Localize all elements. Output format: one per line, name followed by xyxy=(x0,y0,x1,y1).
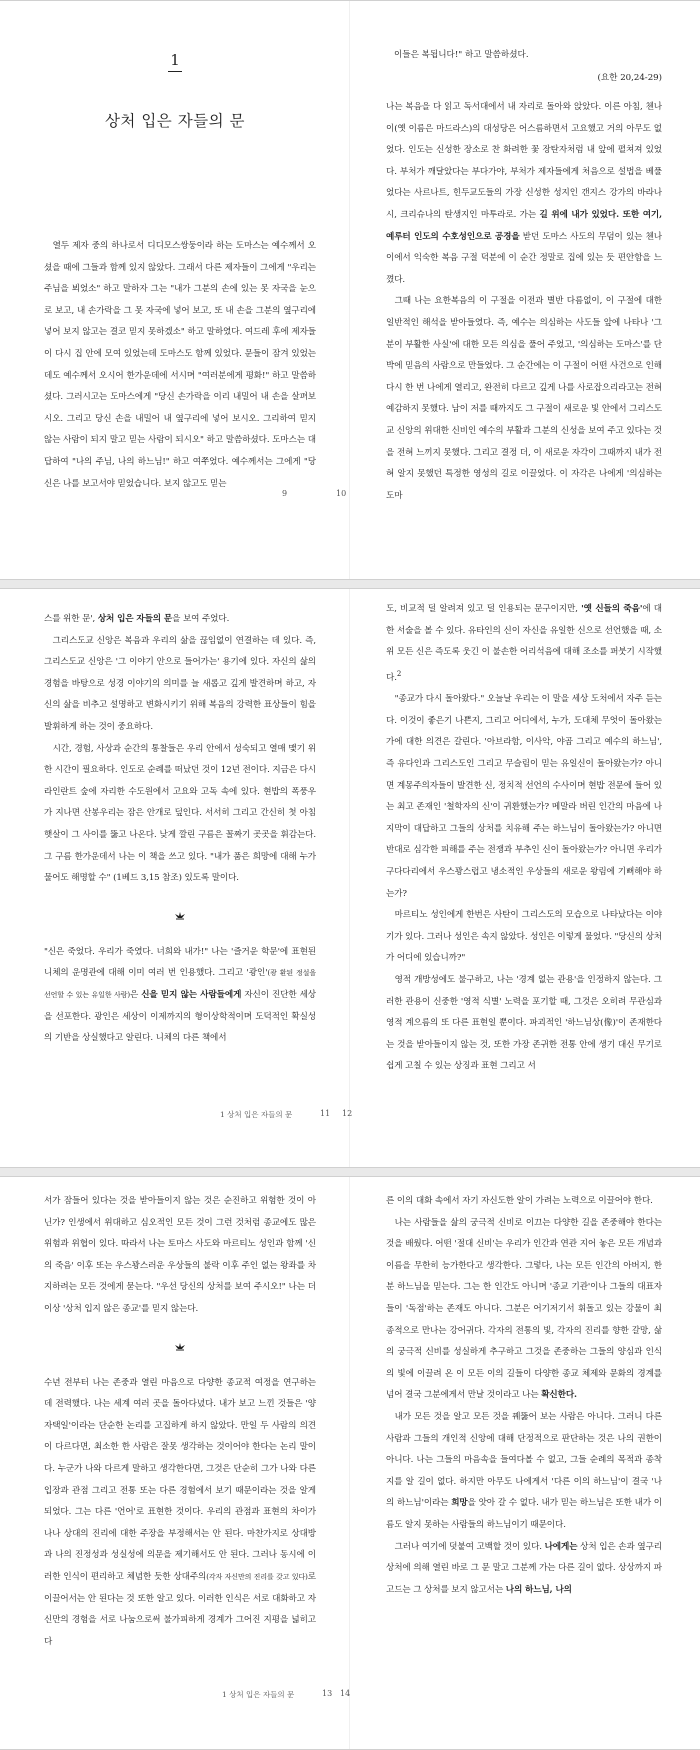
page-number: 12 xyxy=(342,1109,353,1118)
paragraph: "종교가 다시 돌아왔다." 오늘날 우리는 이 말을 세상 도처에서 자주 듣는다. 이것이 좋은기 나쁜지, 그리고 어디에서, 누가, 도대체 무엇이 돌아왔는가에 대한 의견은 갈린다. '아브라함, 이사악, 야곱 그리고 예수의 하느님', 즉 유다인과 그리스도인 그리고 무슬림이 믿는 유일신이 돌아왔는가? 아니면 계몽주의자들이 발견한 신, 정치적 선언의 수사이며 현밥 전문에 들어 있는 최고 존재인 '철학자의 신'이 귀환했는가? 메말라 버린 인간의 마음에 나지막이 대답하고 그들의 상처를 치유해 주는 하느님이 돌아왔는가? 아니면 반대로 심각한 피해를 주는 전쟁과 부추인 신이 돌아왔는가? 아니면 우리가 구다다리에서 우스꽝스럽고 냉소적인 우상들의 새로운 왕림에 기뻐해야 하는가? xyxy=(386,694,662,899)
section-ornament-icon xyxy=(173,1343,187,1351)
spread-pages-11-12 xyxy=(0,588,700,1168)
paragraph: 영적 개방성에도 불구하고, 나는 '경계 없는 관용'을 인정하지 않는다. 그러한 관용이 신중한 '영적 식별' 노력을 포기할 때, 그것은 오히려 무관심과 영적 계으름의 또 다른 표현일 뿐이다. 파괴적인 '하느님상(像)'이 존재한다는 것을 받아들이지 않는 것, 또한 가장 존귀한 전통 안에 생기 대신 무기로 쉽게 고칠 수 있는 상징과 표현 그리고 서 xyxy=(386,974,662,1072)
paragraph: 수년 전부터 나는 존중과 열린 마음으로 다양한 종교적 여정을 연구하는 데 전력했다. 나는 세계 여러 곳을 돌아다녔다. 내가 보고 느낀 것들은 '양자택일'이라는 단순한 논리를 고집하게 하지 않았다. 만일 두 사람의 의견이 다르다면, 최소한 한 사람은 잘못 생각하는 것이어야 한다는 논리 말이다. 누군가 나와 다르게 말하고 생각한다면, 그것은 단순히 그가 나와 다른 입장과 관점 그리고 전통 또는 다른 경험에서 보기 때문이라는 것을 알게 되었다. 그는 다른 '언어'로 표현한 것이다. 우리의 관점과 표현의 차이가 나나 상대의 진리에 대한 주장을 부정해서는 안 된다. 마찬가지로 상대방과 나의 진정성과 성실성에 의문을 제기해서도 안 된다. 그러나 동시에 이러한 인식이 편리하고 체념한 듯한 상대주의(각자 자신만의 진리를 갖고 있다)로 이끌어서는 안 된다는 것 또한 알고 있다. 이러한 인식은 서로 대화하고 자신만의 경험을 서로 나눔으로써 불가피하게 경계가 그어진 지평을 넓히고 다 xyxy=(44,1377,316,1647)
paragraph: 열두 제자 중의 하나로서 디디모스쌍둥이라 하는 도마스는 예수께서 오셨을 때에 그들과 함께 있지 않았다. 그래서 다른 제자들이 그에게 "우리는 주님을 뵈었소" 하고 말하자 그는 "내가 그분의 손에 있는 못 자국을 눈으로 보고, 내 손가락을 그 못 자국에 넣어 보고, 또 내 손을 그분의 옆구리에 넣어 보지 않고는 결코 믿지 못하겠소" 하고 말하였다. 여드레 후에 제자들이 다시 집 안에 모여 있었는데 도마스도 함께 있었다. 문들이 잠겨 있었는데도 예수께서 오시어 한가운데에 서시며 "여러분에게 평화!" 하고 말씀하셨다. 그러시고는 도마스에게 "당신 손가락을 이리 내밀어 내 손을 살펴보시오. 그리고 당신 손을 내밀어 내 옆구리에 넣어 보시오. 그리하여 믿지 않는 사람이 되지 말고 믿는 사람이 되시오" 하고 말씀하셨다. 도마스는 대답하여 "나의 주님, 나의 하느님!" 하고 여쭈었다. 예수께서는 그에게 "당신은 나를 보고서야 믿었습니다. 보지 않고도 믿는 xyxy=(44,241,316,489)
paragraph: 시간, 경험, 사상과 순간의 통찰들은 우리 안에서 성숙되고 열매 맺기 위한 시간이 필요하다. 인도로 순례를 떠났던 것이 12년 전이다. 지금은 다시 라인란트 숲에 자리한 수도원에서 고요와 고독 속에 있다. 현밥의 폭풍우가 지나면 산봉우리는 잠은 안개로 덮인다. 서서히 그리고 간신히 첫 아침 햇살이 그 사이를 뚫고 나온다. 낮게 깔린 구름은 꼴짜기 곳곳을 휘감는다. 그 구름 한가운데서 나는 이 책을 쓰고 있다. "내가 품은 희망에 대해 누가 물어도 해명할 수" (1베드 3,15 참조) 있도록 말이다. xyxy=(44,743,316,884)
section-ornament-icon xyxy=(173,912,187,920)
page-11 xyxy=(0,589,353,1167)
paragraph: 마르티노 성인에게 한번은 사탄이 그리스도의 모습으로 나타났다는 이야기가 있다. 그러나 성인은 속지 않았다. 성인은 이렇게 물었다. "당신의 상처가 어디에 있습니까?" xyxy=(386,910,662,964)
paragraph: "신은 죽었다. 우리가 죽였다. 너희와 내가!" 나는 '즐거운 학문'에 표현된 니체의 운명관에 대해 이미 여러 번 인용했다. 그리고 '광인'(광 환된 정설을 선언할 수 있는 유일한 사람)은 신을 믿지 않는 사람들에게 자신이 진단한 세상을 선포한다. 광인은 세상이 이제까지의 형이상학적이며 도덕적인 확실성의 기반을 상실했다고 알린다. 니체의 다른 책에서 xyxy=(44,946,316,1044)
body-column xyxy=(386,97,662,507)
quote-ending: 이들은 복됩니다!" 하고 말씀하셨다. xyxy=(394,50,529,60)
page-number: 14 xyxy=(340,1689,351,1698)
body-column xyxy=(386,1191,662,1601)
page-14 xyxy=(340,1177,700,1749)
chapter-title: 상처 입은 자들의 문 xyxy=(104,112,246,130)
page-number: 10 xyxy=(336,489,347,498)
body-column xyxy=(386,599,662,1078)
body-column xyxy=(44,609,316,1050)
page-13 xyxy=(0,1177,350,1749)
spread-pages-13-14 xyxy=(0,1176,700,1750)
body-column xyxy=(44,1191,316,1653)
spread-pages-9-10 xyxy=(0,0,700,580)
paragraph: 서가 잠들어 있다는 것을 받아들이지 않는 것은 순진하고 위험한 것이 아닌가? 인생에서 위대하고 심오적인 모든 것이 그런 것처럼 종교에도 많은 위험과 위협이 있다. 따라서 나는 토마스 사도와 마르티노 성인과 함께 '신의 죽음' 이후 또는 우스꽝스러운 우상들의 불락 이후 주인 없는 왕좌를 차지하려는 모든 것에게 묻는다. "우선 당신의 상처를 보여 주시오!" 나는 더 이상 '상처 입지 않은 종교'를 믿지 않는다. xyxy=(44,1196,316,1314)
scripture-reference: (요한 20,24-29) xyxy=(597,73,662,83)
page-number: 9 xyxy=(282,489,288,498)
paragraph: 그때 나는 요한복음의 이 구절을 이전과 별반 다름없이, 이 구절에 대한 일반적인 해석을 받아들였다. 즉, 예수는 의심하는 사도들 앞에 나타나 '그분이 부활한 사실'에 대한 모든 의심을 풀어 주었고, '의심하는 도마스'를 단박에 믿음의 사람으로 만들었다. 그 순간에는 이 구절이 어떤 사건으로 인해 다시 한 번 나에게 열리고, 완전히 다르고 깊게 나를 사로잡으리라고는 전혀 예감하지 못했다. 남이 저를 때까지도 그 구절이 새로운 빛 안에서 그리스도교 신앙의 위대한 신비인 예수의 부활과 그분의 신성을 보여 주고 있다는 것을 전혀 느끼지 못했다. 그리고 결정 더, 이 새로운 자각이 그때까지 내가 전혀 알지 못했던 특정한 영성의 길로 이끌었다. 이 자각은 나에게 '의심하는 도마 xyxy=(386,296,662,501)
chapter-number: 1 xyxy=(44,51,306,72)
paragraph: 나는 복음을 다 읽고 독서대에서 내 자리로 돌아와 앉았다. 이른 아침, 첸나이(옛 이름은 마드라스)의 대성당은 어스름하면서 고요했고 거의 아무도 없었다. 인도는 신성한 장소로 찬 화려한 꽃 장탄자처럼 내 앞에 펼쳐져 있었다. 부처가 깨달았다는 부다가야, 부처가 제자들에게 처음으로 설법을 베풀었다는 사르나트, 힌두교도들의 가장 신성한 성지인 갠지스 강가의 바라나시, 크리슈나의 탄생지인 마투라로. 가는 길 위에 내가 있었다. 또한 여기, 예루터 인도의 수호성인으로 공경을 받던 도마스 사도의 무덤이 있는 첸나이에서 익숙한 복음 구절 덕분에 이 순간 정말로 집에 있는 듯 편안함을 느꼈다. xyxy=(386,102,662,285)
paragraph: 그러나 여기에 덧붙여 고백할 것이 있다. 나에게는 상처 입은 손과 옆구리 상처에 의해 열린 바로 그 문 말고 그분께 가는 다른 길이 없다. 상상까지 파고드는 그 상처를 보지 않고서는 나의 하느님, 나의 xyxy=(386,1541,663,1595)
page-9 xyxy=(0,1,350,579)
paragraph: 스를 위한 문', 상처 입은 자들의 문을 보여 주었다. xyxy=(44,614,230,624)
paragraph: 도, 비교적 덜 알려져 있고 덜 인용되는 문구이지만, '옛 신들의 죽음'에 대한 서술을 볼 수 있다. 유타인의 신이 자신을 유일한 신으로 선언했을 때, 소위 모든 신은 즉도록 웃긴 이 불손한 어리석음에 대해 조소를 퍼붓기 시작했다.$^2$ xyxy=(386,604,662,683)
body-column xyxy=(44,236,316,495)
running-head: 1 상처 입은 자들의 문 xyxy=(220,1110,293,1119)
page-number: 13 xyxy=(322,1689,333,1698)
paragraph: 그리스도교 신앙은 복음과 우리의 삶을 끊임없이 연결하는 데 있다. 즉, 그리스도교 신앙은 '그 이야기 안으로 들어가는' 용기에 있다. 자신의 삶의 경험을 바탕으로 성경 이야기의 의미를 늘 새롭고 깊게 발견하며 하고, 자신의 삶을 비추고 설명하고 변화시키기 위해 복음의 강력한 표상들이 힘을 발휘하게 하는 것이 중요하다. xyxy=(44,635,316,732)
paragraph: 나는 사람들을 삶의 궁극적 신비로 이끄는 다양한 길을 존중해야 한다는 것을 배웠다. 어떤 '절대 신비'는 우리가 인간과 연관 지어 놓은 모든 개념과 이름을 무한히 능가한다고 생각한다. 그렇다, 나는 모든 인간의 아버지, 한 분 하느님을 믿는다. 그는 한 인간도 아니며 '종교 기관'이나 그들의 대표자들이 '독점'하는 존재도 아니다. 그분은 어기저기서 휘돌고 있는 강물이 최종적으로 만나는 강어귀다. 각자의 전통의 빛, 각자의 진리를 향한 갈망, 삶의 궁극적 신비를 성실하게 추구하고 그것을 존중하는 그들의 양심과 인식의 빛에 이끌려 온 이 모든 이의 길들이 다양한 종교 체제와 문화의 경계를 넘어 결국 그분에게서 만날 것이라고 나는 확신한다. xyxy=(386,1217,662,1401)
page-number: 11 xyxy=(320,1109,331,1118)
running-head: 1 상처 입은 자들의 문 xyxy=(222,1690,295,1699)
paragraph: 내가 모든 것을 알고 모든 것을 꿰뚫어 보는 사람은 아니다. 그러니 다른 사람과 그들의 개인적 신앙에 대해 단정적으로 판단하는 것은 나의 권한이 아니다. 나는 그들의 마음속을 들여다볼 수 없고, 그들 순례의 목적과 종착지를 알 길이 없다. 하지만 아무도 나에게서 '다른 이의 하느님'이 결국 '나의 하느님'이라는 희망을 앗아 갈 수 없다. 내가 믿는 하느님은 또한 내가 이름도 알지 못하는 사람들의 하느님이기 때문이다. xyxy=(386,1411,662,1530)
page-12 xyxy=(342,589,700,1167)
page-10 xyxy=(336,1,700,579)
paragraph: 른 이의 대화 속에서 자기 자신도한 알이 가려는 노력으로 이끌어야 한다. xyxy=(386,1196,653,1206)
